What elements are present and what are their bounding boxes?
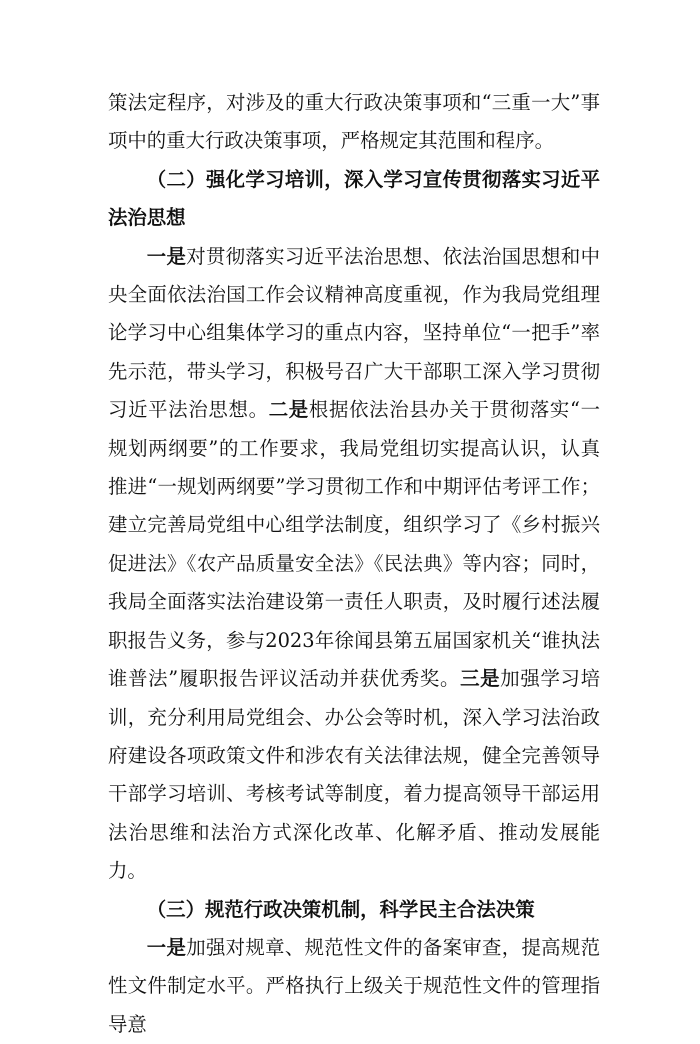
paragraph-continued: 策法定程序，对涉及的重大行政决策事项和“三重一大”事项中的重大行政决策事项，严格规定其范围和程序。 <box>108 91 600 153</box>
lead-label-2: 二是 <box>268 398 309 422</box>
lead-label-1: 一是 <box>146 244 187 268</box>
lead-label-4: 一是 <box>146 935 187 959</box>
section-heading-2: （二）强化学习培训，深入学习宣传贯彻落实习近平法治思想 <box>108 167 600 230</box>
paragraph-text-1: 对贯彻落实习近平法治思想、依法治国思想和中央全面依法治国工作会议精神高度重视，作为我局党组理论学习中心组集体学习的重点内容，坚持单位“一把手”率先示范，带头学习，积极号召广大干部职工深入学习贯彻习近平法治思想。 <box>108 244 600 422</box>
paragraph-text-4: 加强对规章、规范性文件的备案审查，提高规范性文件制定水平。严格执行上级关于规范性文件的管理指导意 <box>108 935 600 1036</box>
paragraph-section-3 <box>108 929 600 1044</box>
section-heading-3: （三）规范行政决策机制，科学民主合法决策 <box>146 897 535 921</box>
paragraph-section-2 <box>108 238 600 891</box>
lead-label-3: 三是 <box>460 667 501 691</box>
document-page <box>108 84 600 1044</box>
paragraph-text-3: 加强学习培训，充分利用局党组会、办公会等时机，深入学习法治政府建设各项政策文件和涉农有关法律法规，健全完善领导干部学习培训、考核考试等制度，着力提高领导干部运用法治思维和法治方式深化改革、化解矛盾、推动发展能力。 <box>108 667 601 883</box>
paragraph-text-2: 根据依法治县办关于贯彻落实“一规划两纲要”的工作要求，我局党组切实提高认识，认真推进“一规划两纲要”学习贯彻工作和中期评估考评工作；建立完善局党组中心组学法制度，组织学习了《乡村振兴促进法》《农产品质量安全法》《民法典》等内容；同时，我局全面落实法治建设第一责任人职责，及时履行述法履职报告义务，参与2023年徐闻县第五届国家机关“谁执法谁普法”履职报告评议活动并获优秀奖。 <box>108 398 601 691</box>
